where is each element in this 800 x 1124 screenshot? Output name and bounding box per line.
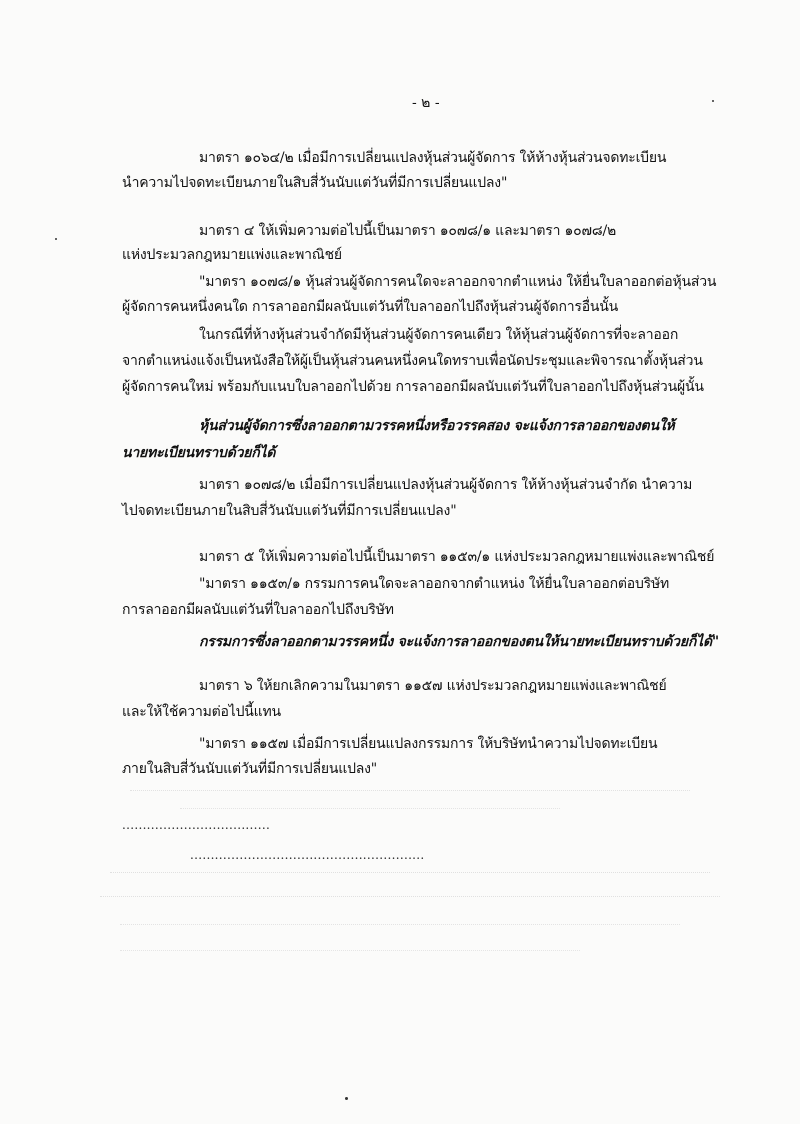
bleed-through-text [100, 896, 720, 907]
section-1078-1-line-7: นายทะเบียนทราบด้วยก็ได้ [122, 445, 276, 461]
section-1064-2-line-1: มาตรา ๑๐๖๔/๒ เมื่อมีการเปลี่ยนแปลงหุ้นส่วนผู้จัดการ ให้ห้างหุ้นส่วนจดทะเบียน [199, 150, 667, 166]
section-1157-line-1: "มาตรา ๑๑๕๗ เมื่อมีการเปลี่ยนแปลงกรรมการ ให้บริษัทนำความไปจดทะเบียน [199, 736, 658, 752]
section-1153-1-line-1: "มาตรา ๑๑๕๓/๑ กรรมการคนใดจะลาออกจากตำแหน่ง ให้ยื่นใบลาออกต่อบริษัท [199, 576, 670, 592]
section-1078-1-line-1: "มาตรา ๑๐๗๘/๑ หุ้นส่วนผู้จัดการคนใดจะลาออกจากตำแหน่ง ให้ยื่นใบลาออกต่อหุ้นส่วน [199, 274, 717, 290]
section-1078-1-line-5: ผู้จัดการคนใหม่ พร้อมกับแนบใบลาออกไปด้วย การลาออกมีผลนับแต่วันที่ใบลาออกไปถึงหุ้นส่วนผู้นั้น [122, 379, 704, 395]
section-1153-1-line-2: การลาออกมีผลนับแต่วันที่ใบลาออกไปถึงบริษัท [122, 602, 394, 618]
scan-speck [712, 100, 714, 102]
section-4-line-1: มาตรา ๔ ให้เพิ่มความต่อไปนี้เป็นมาตรา ๑๐๗๘/๑ และมาตรา ๑๐๗๘/๒ [199, 223, 616, 239]
section-1064-2-line-2: นำความไปจดทะเบียนภายในสิบสี่วันนับแต่วันที่มีการเปลี่ยนแปลง" [122, 175, 508, 191]
section-6-line-1: มาตรา ๖ ให้ยกเลิกความในมาตรา ๑๑๕๗ แห่งประมวลกฎหมายแพ่งและพาณิชย์ [199, 678, 667, 694]
section-5-line-1: มาตรา ๕ ให้เพิ่มความต่อไปนี้เป็นมาตรา ๑๑๕๓/๑ แห่งประมวลกฎหมายแพ่งและพาณิชย์ [199, 549, 715, 565]
section-4-line-2: แห่งประมวลกฎหมายแพ่งและพาณิชย์ [122, 247, 342, 263]
bleed-through-text [130, 790, 690, 801]
section-1078-1-line-6: หุ้นส่วนผู้จัดการซึ่งลาออกตามวรรคหนึ่งหรือวรรคสอง จะแจ้งการลาออกของตนให้ [199, 418, 675, 434]
bleed-through-text [110, 872, 710, 883]
dotted-placeholder-line: .................................... [122, 818, 271, 832]
section-1078-1-line-3: ในกรณีที่ห้างหุ้นส่วนจำกัดมีหุ้นส่วนผู้จัดการคนเดียว ให้หุ้นส่วนผู้จัดการที่จะลาออก [199, 327, 679, 343]
dotted-placeholder-line: ......................................................... [190, 848, 425, 862]
section-1157-line-2: ภายในสิบสี่วันนับแต่วันที่มีการเปลี่ยนแปลง" [122, 761, 378, 777]
scan-speck [55, 238, 57, 240]
section-1153-1-line-3: กรรมการซึ่งลาออกตามวรรคหนึ่ง จะแจ้งการลาออกของตนให้นายทะเบียนทราบด้วยก็ได้" [199, 634, 719, 650]
page-number: - ๒ - [412, 95, 440, 111]
section-1078-2-line-2: ไปจดทะเบียนภายในสิบสี่วันนับแต่วันที่มีการเปลี่ยนแปลง" [122, 503, 457, 519]
section-1078-1-line-2: ผู้จัดการคนหนึ่งคนใด การลาออกมีผลนับแต่วันที่ใบลาออกไปถึงหุ้นส่วนผู้จัดการอื่นนั้น [122, 299, 619, 315]
section-1078-2-line-1: มาตรา ๑๐๗๘/๒ เมื่อมีการเปลี่ยนแปลงหุ้นส่วนผู้จัดการ ให้ห้างหุ้นส่วนจำกัด นำความ [199, 477, 693, 493]
bleed-through-text [120, 950, 580, 961]
section-1078-1-line-4: จากตำแหน่งแจ้งเป็นหนังสือให้ผู้เป็นหุ้นส่วนคนหนึ่งคนใดทราบเพื่อนัดประชุมและพิจารณาตั้งหุ้นส่วน [122, 353, 703, 369]
bleed-through-text [120, 924, 680, 935]
section-6-line-2: และให้ใช้ความต่อไปนี้แทน [122, 704, 281, 720]
scan-speck [345, 1097, 348, 1100]
